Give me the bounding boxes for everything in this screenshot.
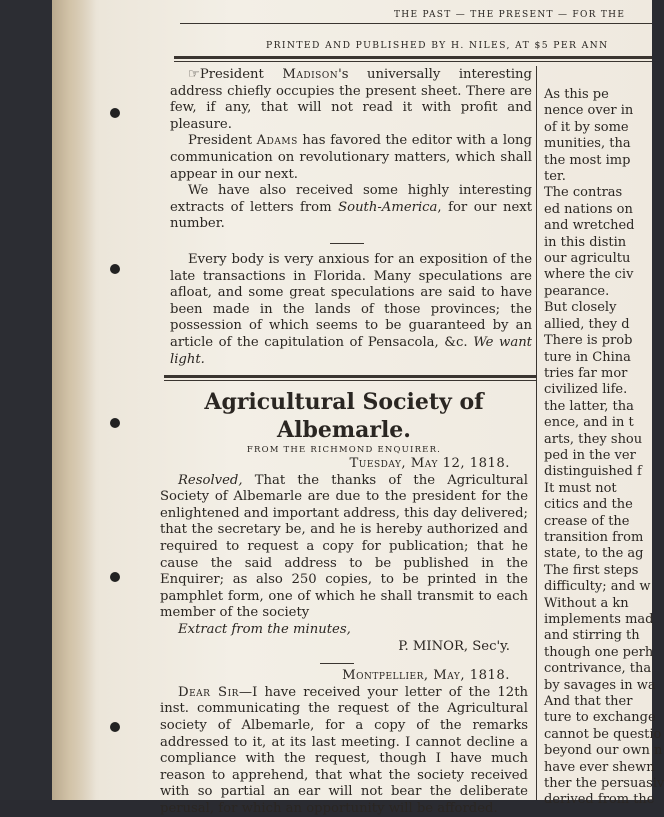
right-column-line: arts, they shou xyxy=(544,431,643,447)
notice-madison xyxy=(170,67,532,133)
imprint-line: PRINTED AND PUBLISHED BY H. NILES, AT $5 PER ANN xyxy=(266,40,609,51)
right-column xyxy=(544,87,664,809)
notice-lead: President xyxy=(188,133,257,149)
article-headline: Agricultural Society of Albemarle. xyxy=(204,389,484,443)
florida-text: Every body is very anxious for an exposition of the late transactions in Florida. Many speculations are afloat, and some great speculations are said to have been made in the lands of those provinces; the possession of which seems to be guaranteed by an article of the capitulation of Pensacola, &c. xyxy=(170,251,532,350)
right-column-line: cannot be questio xyxy=(544,726,662,742)
right-column-line: There is prob xyxy=(544,333,633,349)
right-column-line: allied, they d xyxy=(544,316,630,332)
letter-salutation: Dear Sir xyxy=(178,684,239,700)
imprint-rule-thin xyxy=(174,61,652,62)
right-column-line: derived from the xyxy=(544,792,655,808)
article-albemarle xyxy=(160,388,528,817)
florida-paragraph xyxy=(170,252,532,368)
right-column-line: implements mad xyxy=(544,612,654,627)
short-divider xyxy=(320,663,354,664)
right-column-line: crease of the xyxy=(544,513,630,529)
right-column-line: distinguished f xyxy=(544,464,642,480)
right-column-line: of it by some xyxy=(544,119,629,135)
right-column-line: our agricultu xyxy=(544,251,631,267)
article-dateline: Tuesday, May 12, 1818. xyxy=(349,456,510,471)
binding-hole xyxy=(110,722,120,732)
right-column-line: But closely xyxy=(544,300,617,316)
right-column-line: ture in China xyxy=(544,349,631,365)
right-column-line: by savages in wa xyxy=(544,677,656,693)
page-edge-stain xyxy=(52,0,96,800)
right-column-line: tries far mor xyxy=(544,365,628,381)
notice-lead: ☞President xyxy=(188,67,283,82)
binding-hole xyxy=(110,264,120,274)
extract-line: Extract from the minutes, xyxy=(178,621,351,637)
letter-text: —I have received your letter of the 12th inst. communicating the request of the Agricultural society of Albemarle, for a copy of the remarks addressed to it, at its last meeting. I cannot decline a compliance with the request, though I have much reason to apprehend, that what the society received with so partial an ear will not bear the deliberate perusal, for which an opportunity will be afforded. xyxy=(160,684,528,816)
florida-end: We want light. xyxy=(170,334,532,367)
right-column-line: The contras xyxy=(544,185,623,201)
right-column-line: civilized life. xyxy=(544,382,628,398)
notice-text: 's universally interesting address chiefly occupies the present sheet. There are few, if any, that will not read it with profit and pleasure. xyxy=(170,67,532,132)
running-head: THE PAST — THE PRESENT — FOR THE xyxy=(394,10,626,20)
right-column-line: And that ther xyxy=(544,694,633,710)
right-column-line: contrivance, tha xyxy=(544,661,652,677)
right-column-line: beyond our own n xyxy=(544,743,663,759)
notice-name: Madison xyxy=(282,67,339,82)
editor-notices xyxy=(170,67,532,368)
running-head-rule xyxy=(180,23,652,24)
resolved-lead: Resolved, xyxy=(178,472,243,488)
signature: P. MINOR, Sec'y. xyxy=(398,638,510,654)
resolution-paragraph xyxy=(160,473,528,622)
right-column-line: ther the persuasiv xyxy=(544,776,664,792)
right-column-line: have ever shewn xyxy=(544,759,655,775)
letter-paragraph xyxy=(160,685,528,817)
right-column-line: ture to exchange xyxy=(544,710,656,726)
right-column-line: in this distin xyxy=(544,234,627,250)
right-column-line: difficulty; and w xyxy=(544,579,651,595)
right-column-line: munities, tha xyxy=(544,136,631,152)
newspaper-page xyxy=(52,0,664,816)
binding-hole xyxy=(110,418,120,428)
right-column-line: ence, and in t xyxy=(544,415,634,431)
right-column-line: nence over in xyxy=(544,103,634,119)
imprint-rule-thick xyxy=(174,56,652,59)
right-column-line: ped in the ver xyxy=(544,447,636,463)
notice-text: has favored the editor with a long communication on revolutionary matters, which shall appear in our next. xyxy=(170,133,532,182)
article-source: FROM THE RICHMOND ENQUIRER. xyxy=(246,445,442,455)
notice-adams xyxy=(170,133,532,183)
right-column-line: state, to the ag xyxy=(544,546,644,562)
binding-hole xyxy=(110,572,120,582)
right-column-line: citics and the xyxy=(544,497,633,513)
notice-italic: South-America xyxy=(338,199,438,215)
right-column-line: pearance. xyxy=(544,283,610,299)
resolved-text: That the thanks of the Agricultural Society of Albemarle are due to the president for the enlightened and important address, this day delivered; that the secretary be, and he is hereby authorized and required to request a copy for publication; that he cause the said address to be published in the Enquirer; as also 250 copies, to be printed in the pamphlet form, one of which he shall transmit to each member of the society xyxy=(160,472,528,621)
right-column-line: It must not xyxy=(544,480,617,496)
right-column-line: and wretched xyxy=(544,218,635,234)
right-column-line: ed nations on xyxy=(544,201,633,217)
right-column-line: though one perh xyxy=(544,644,654,660)
section-rule-thick xyxy=(164,375,536,378)
right-column-line: and stirring th xyxy=(544,628,640,644)
notice-name: Adams xyxy=(256,133,298,149)
short-divider xyxy=(330,243,364,244)
section-rule-thin xyxy=(164,380,536,381)
right-column-line: Without a kn xyxy=(544,595,629,611)
right-column-line: The first steps xyxy=(544,562,639,578)
right-column-line: ter. xyxy=(544,169,566,185)
column-rule xyxy=(536,66,537,800)
right-column-line: the latter, tha xyxy=(544,398,634,414)
letter-place: Montpellier, May, 1818. xyxy=(342,668,510,684)
right-column-line: the most imp xyxy=(544,152,631,168)
right-column-line: transition from xyxy=(544,529,644,545)
notice-text: , for our next number. xyxy=(170,199,532,232)
notice-lead: We have also received some highly interesting extracts of letters from xyxy=(170,183,532,215)
right-column-line: As this pe xyxy=(544,87,609,102)
notice-south-america xyxy=(170,183,532,233)
right-column-line: where the civ xyxy=(544,267,634,283)
binding-hole xyxy=(110,108,120,118)
